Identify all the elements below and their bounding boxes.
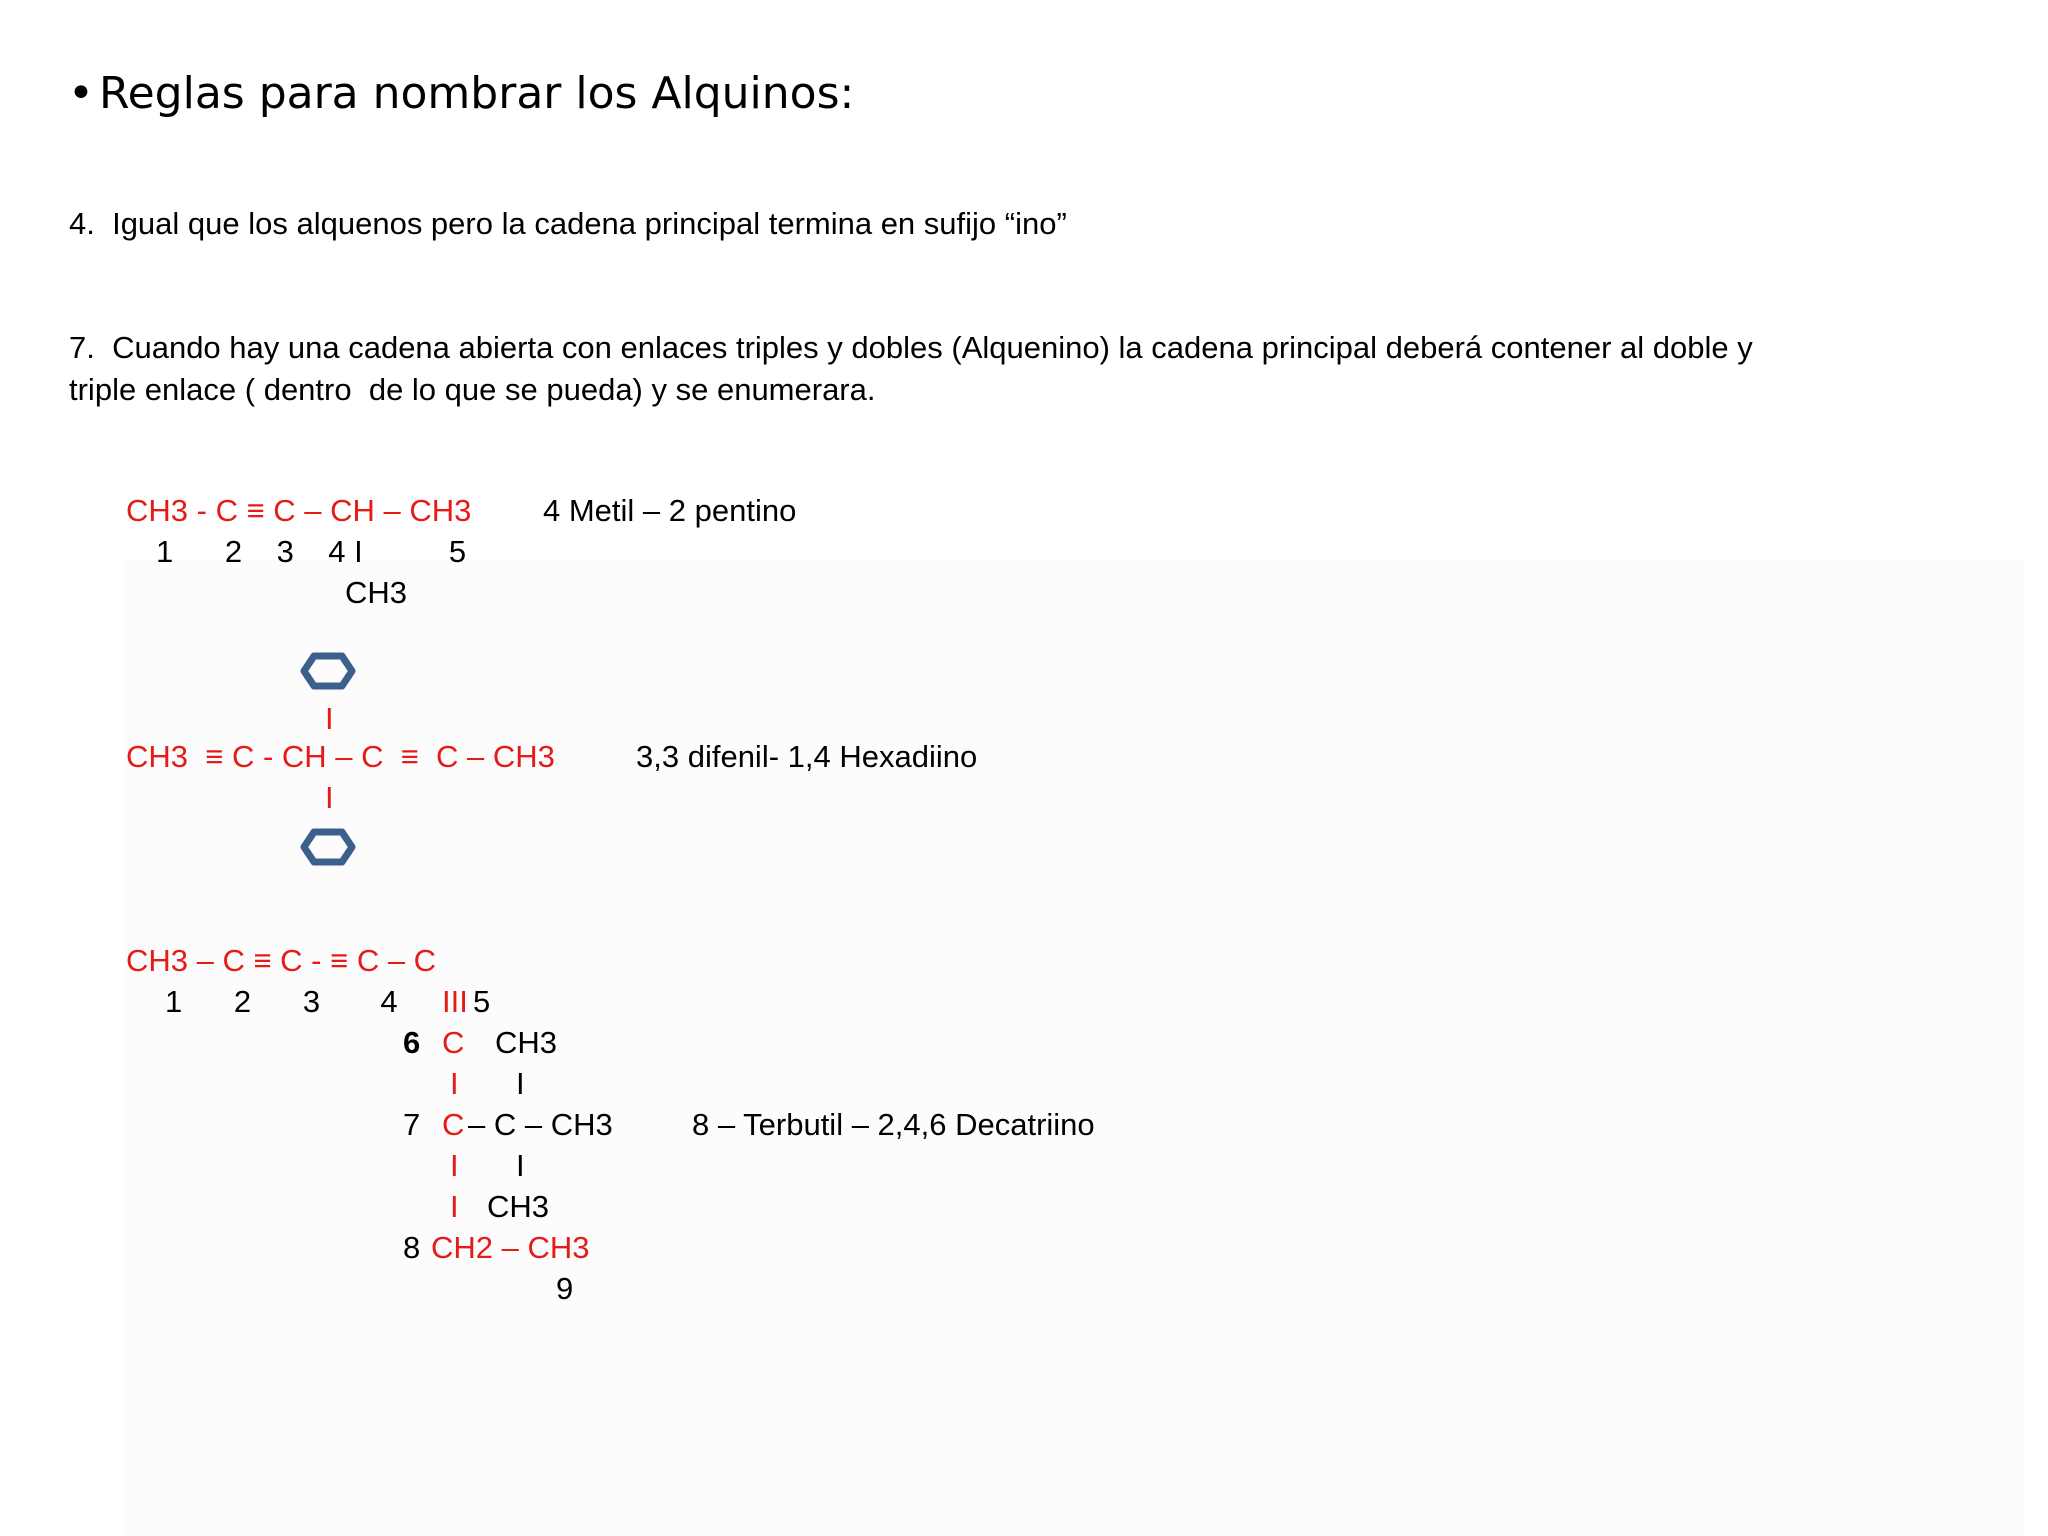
rule-7-line-2: triple enlace ( dentro de lo que se pueda) y se enumerara.: [69, 372, 876, 407]
example3-ch3-top: CH3: [495, 1025, 558, 1060]
slide-title: Reglas para nombrar los Alquinos:: [99, 68, 855, 119]
example1-branch: CH3: [345, 575, 408, 610]
example3-bond-top-quat: I: [516, 1066, 525, 1101]
example3-end-chain: CH2 – CH3: [431, 1230, 590, 1265]
title-bullet: •: [68, 68, 94, 119]
example3-bond-c7-c8-b: I: [450, 1189, 459, 1224]
example3-bond-c7-c8-a: I: [450, 1148, 459, 1183]
example1-name: 4 Metil – 2 pentino: [543, 493, 797, 528]
example2-bond-top: I: [325, 701, 334, 736]
example3-number-8: 8: [403, 1230, 421, 1265]
rule-4-text: 4. Igual que los alquenos pero la cadena principal termina en sufijo “ino”: [69, 206, 1067, 241]
example1-numbering: 1 2 3 4 I 5: [156, 534, 467, 569]
hexagon-icon: [300, 652, 356, 690]
example1-formula: CH3 - C ≡ C – CH – CH3: [126, 493, 472, 528]
example3-number-7: 7: [403, 1107, 421, 1142]
example3-triple-bond: III: [442, 984, 468, 1019]
example2-formula: CH3 ≡ C - CH – C ≡ C – CH3: [126, 739, 555, 774]
example3-formula: CH3 – C ≡ C - ≡ C – C: [126, 943, 437, 978]
example2-name: 3,3 difenil- 1,4 Hexadiino: [636, 739, 978, 774]
hexagon-icon: [300, 828, 356, 866]
example3-number-6: 6: [403, 1025, 421, 1060]
example3-carbon-6: C: [442, 1025, 465, 1060]
example3-numbering: 1 2 3 4: [165, 984, 398, 1019]
example2-bond-bottom: I: [325, 780, 334, 815]
example3-quat-chain: – C – CH3: [468, 1107, 613, 1142]
example3-bond-c6-c7: I: [450, 1066, 459, 1101]
example3-name: 8 – Terbutil – 2,4,6 Decatriino: [692, 1107, 1095, 1142]
example3-carbon-7: C: [442, 1107, 465, 1142]
example3-ch3-bottom: CH3: [487, 1189, 550, 1224]
example3-number-9: 9: [556, 1271, 574, 1306]
example3-number-5: 5: [473, 984, 491, 1019]
rule-7-line-1: 7. Cuando hay una cadena abierta con enlaces triples y dobles (Alquenino) la cadena principal deberá contener al doble y: [69, 330, 1753, 365]
example3-bond-quat-bottom: I: [516, 1148, 525, 1183]
